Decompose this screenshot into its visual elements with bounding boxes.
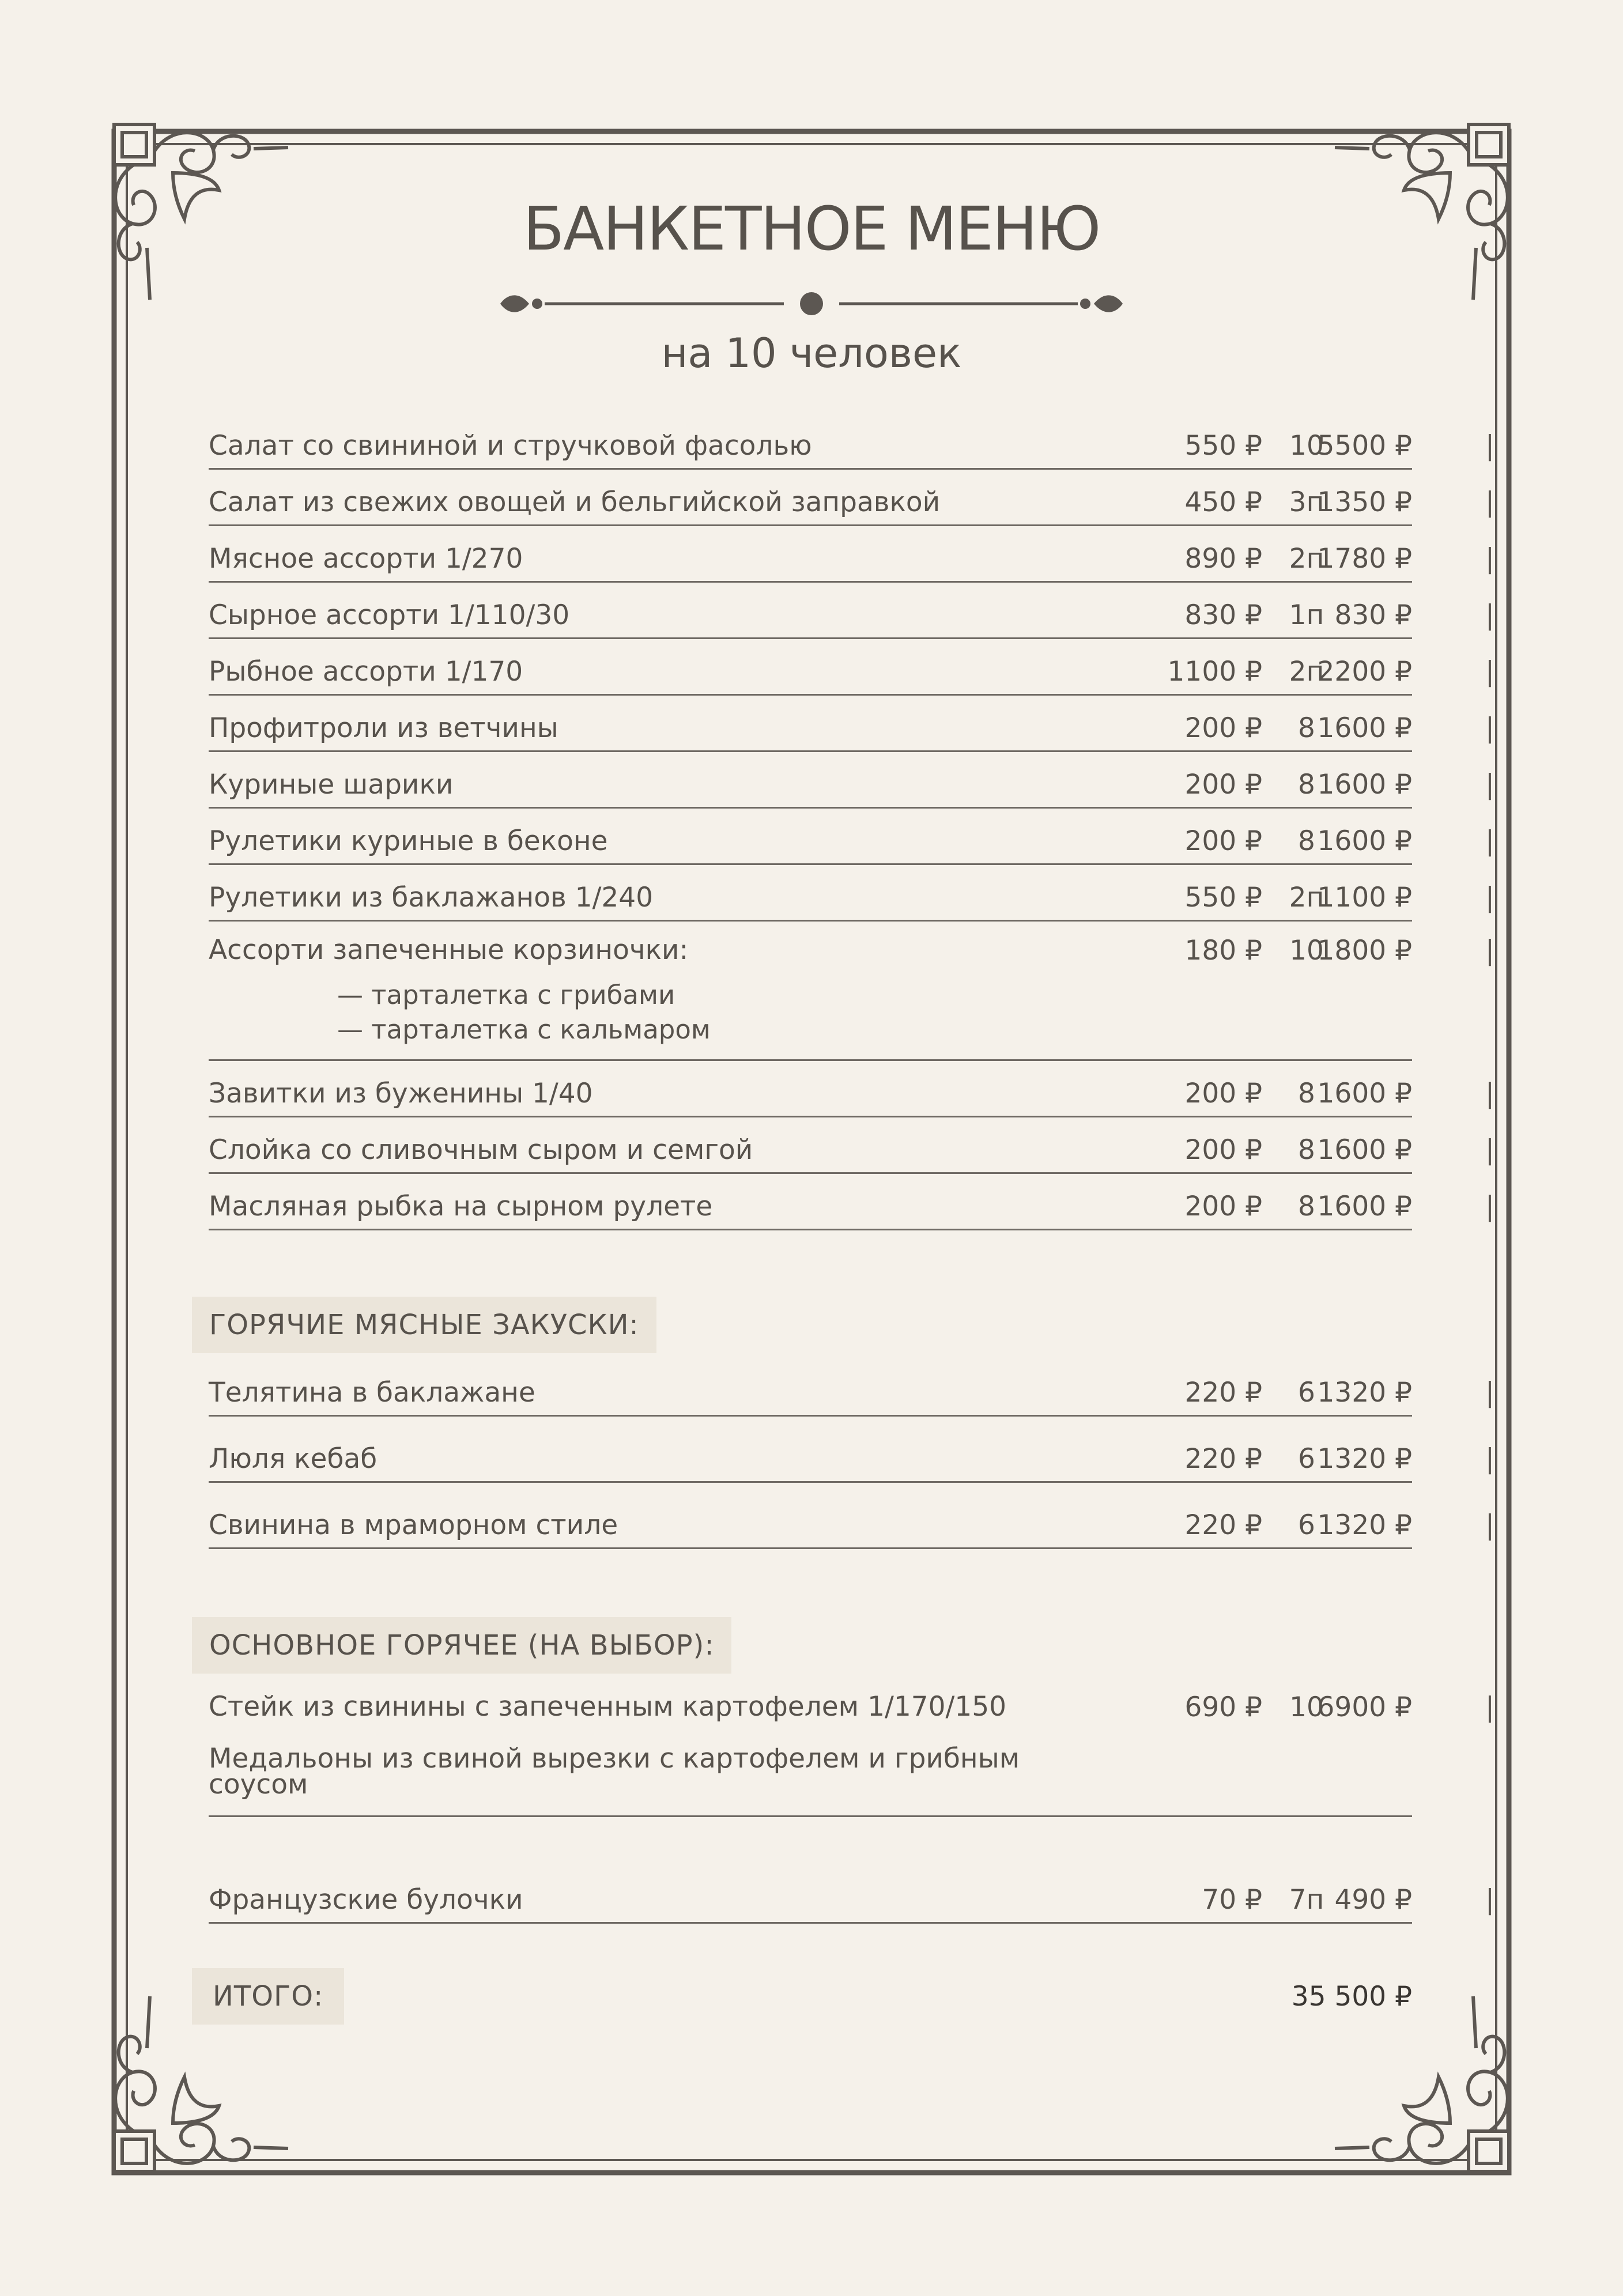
item-qty: 8 [1298,769,1315,800]
item-price: 200 ₽ [1184,1078,1262,1109]
item-total: 5500 ₽ [1317,430,1412,462]
item-qty: 6 [1298,1377,1315,1408]
item-name: Телятина в баклажане [209,1376,535,1408]
item-total: 830 ₽ [1334,599,1412,631]
menu-row [209,1370,1494,1417]
menu-row [209,1685,1494,1817]
row-divider [209,920,1412,922]
price-separator: | [1485,543,1494,575]
menu-row [209,1503,1494,1549]
price-separator: | [1485,1509,1494,1541]
item-price: 200 ₽ [1184,712,1262,744]
item-price: 1100 ₽ [1167,656,1262,688]
price-separator: | [1485,486,1494,518]
basket-option: — тарталетка с кальмаром [337,1014,711,1045]
menu-subtitle: на 10 человек [661,330,962,377]
row-divider [209,1547,1412,1549]
item-total: 1320 ₽ [1317,1443,1412,1475]
item-qty: 3п [1289,486,1324,518]
price-separator: | [1485,712,1494,744]
row-divider [209,468,1412,470]
item-total: 1600 ₽ [1317,1191,1412,1222]
price-separator: | [1485,1443,1494,1475]
item-price: 220 ₽ [1184,1377,1262,1408]
item-price: 220 ₽ [1184,1443,1262,1475]
menu-row [209,875,1494,922]
item-total: 1780 ₽ [1317,543,1412,575]
item-qty: 8 [1298,1078,1315,1109]
item-name: Слойка со сливочным сыром и семгой [209,1134,753,1166]
section-label-hot-snacks: ГОРЯЧИЕ МЯСНЫЕ ЗАКУСКИ: [192,1297,656,1353]
total-label: ИТОГО: [192,1968,344,2025]
item-qty: 10 [1289,430,1324,462]
row-divider [209,1116,1412,1117]
price-separator: | [1485,1377,1494,1408]
menu-row [209,480,1494,526]
price-separator: | [1485,1191,1494,1222]
price-separator: | [1485,1134,1494,1166]
row-divider [209,1059,1412,1061]
menu-row [209,593,1494,639]
row-divider [209,1922,1412,1924]
item-name: Люля кебаб [209,1442,378,1475]
item-qty: 7п [1289,1884,1324,1916]
item-price: 220 ₽ [1184,1509,1262,1541]
price-separator: | [1485,935,1494,966]
item-price: 830 ₽ [1184,599,1262,631]
title-divider-icon [500,292,1123,315]
item-qty: 10 [1289,1691,1324,1723]
section-label-main-hot: ОСНОВНОЕ ГОРЯЧЕЕ (НА ВЫБОР): [192,1617,731,1674]
item-qty: 8 [1298,1134,1315,1166]
item-name: Рулетики из баклажанов 1/240 [209,881,654,913]
item-name: Салат со свининой и стручковой фасолью [209,429,812,462]
menu-row [209,1184,1494,1230]
item-name: Куриные шарики [209,768,454,800]
row-divider [209,581,1412,583]
price-separator: | [1485,1078,1494,1109]
item-price: 200 ₽ [1184,769,1262,800]
item-qty: 8 [1298,1191,1315,1222]
item-qty: 6 [1298,1443,1315,1475]
menu-row [209,1437,1494,1483]
menu-row [209,424,1494,470]
menu-row [209,1128,1494,1174]
item-name: Мясное ассорти 1/270 [209,542,523,575]
row-divider [209,694,1412,696]
item-total: 1100 ₽ [1317,882,1412,913]
item-total: 6900 ₽ [1317,1691,1412,1723]
row-divider [209,1415,1412,1417]
item-name: Завитки из буженины 1/40 [209,1077,593,1109]
item-price: 180 ₽ [1184,935,1262,966]
item-price: 70 ₽ [1202,1884,1262,1916]
row-divider [209,524,1412,526]
price-separator: | [1485,656,1494,688]
menu-row [209,706,1494,752]
row-divider [209,1815,1412,1817]
item-price: 690 ₽ [1184,1691,1262,1723]
item-name: Рыбное ассорти 1/170 [209,655,523,688]
price-separator: | [1485,1884,1494,1916]
item-total: 2200 ₽ [1317,656,1412,688]
row-divider [209,1481,1412,1483]
item-price: 550 ₽ [1184,882,1262,913]
item-name: Свинина в мраморном стиле [209,1509,618,1541]
item-total: 1600 ₽ [1317,825,1412,857]
item-total: 490 ₽ [1334,1884,1412,1916]
row-divider [209,807,1412,809]
row-divider [209,750,1412,752]
item-price: 550 ₽ [1184,430,1262,462]
item-total: 1320 ₽ [1317,1509,1412,1541]
item-total: 1350 ₽ [1317,486,1412,518]
item-name: Медальоны из свиной вырезки с картофелем и грибным соусом [209,1743,1020,1800]
price-separator: | [1485,825,1494,857]
item-name: Ассорти запеченные корзиночки: [209,934,689,966]
menu-row [209,537,1494,583]
item-qty: 2п [1289,882,1324,913]
item-name: Масляная рыбка на сырном рулете [209,1190,713,1222]
price-separator: | [1485,769,1494,800]
item-total: 1800 ₽ [1317,935,1412,966]
row-divider [209,1229,1412,1230]
item-name: Профитроли из ветчины [209,712,558,744]
menu-title: БАНКЕТНОЕ МЕНЮ [523,194,1100,264]
menu-row [209,1071,1494,1117]
item-name: Стейк из свинины с запеченным картофелем 1/170/150 [209,1691,1007,1723]
item-total: 1600 ₽ [1317,1078,1412,1109]
item-total: 1600 ₽ [1317,712,1412,744]
item-name: Сырное ассорти 1/110/30 [209,599,570,631]
price-separator: | [1485,882,1494,913]
menu-row [209,1878,1494,1924]
item-total: 1320 ₽ [1317,1377,1412,1408]
item-qty: 2п [1289,656,1324,688]
item-qty: 10 [1289,935,1324,966]
row-divider [209,637,1412,639]
menu-row [209,649,1494,696]
item-total: 1600 ₽ [1317,769,1412,800]
item-total: 1600 ₽ [1317,1134,1412,1166]
row-divider [209,1172,1412,1174]
item-qty: 6 [1298,1509,1315,1541]
basket-option: — тарталетка с грибами [337,980,675,1010]
menu-row [209,819,1494,865]
item-qty: 8 [1298,825,1315,857]
item-price: 450 ₽ [1184,486,1262,518]
item-name: Французские булочки [209,1883,523,1916]
item-price: 200 ₽ [1184,1191,1262,1222]
item-price: 890 ₽ [1184,543,1262,575]
item-qty: 8 [1298,712,1315,744]
price-separator: | [1485,599,1494,631]
price-separator: | [1485,430,1494,462]
item-qty: 2п [1289,543,1324,575]
item-name: Рулетики куриные в беконе [209,825,608,857]
grand-total-value: 35 500 ₽ [1291,1981,1412,2012]
row-divider [209,863,1412,865]
item-qty: 1п [1289,599,1324,631]
price-separator: | [1485,1691,1494,1723]
menu-row [209,762,1494,809]
item-price: 200 ₽ [1184,1134,1262,1166]
item-price: 200 ₽ [1184,825,1262,857]
item-name: Салат из свежих овощей и бельгийской заправкой [209,486,941,518]
